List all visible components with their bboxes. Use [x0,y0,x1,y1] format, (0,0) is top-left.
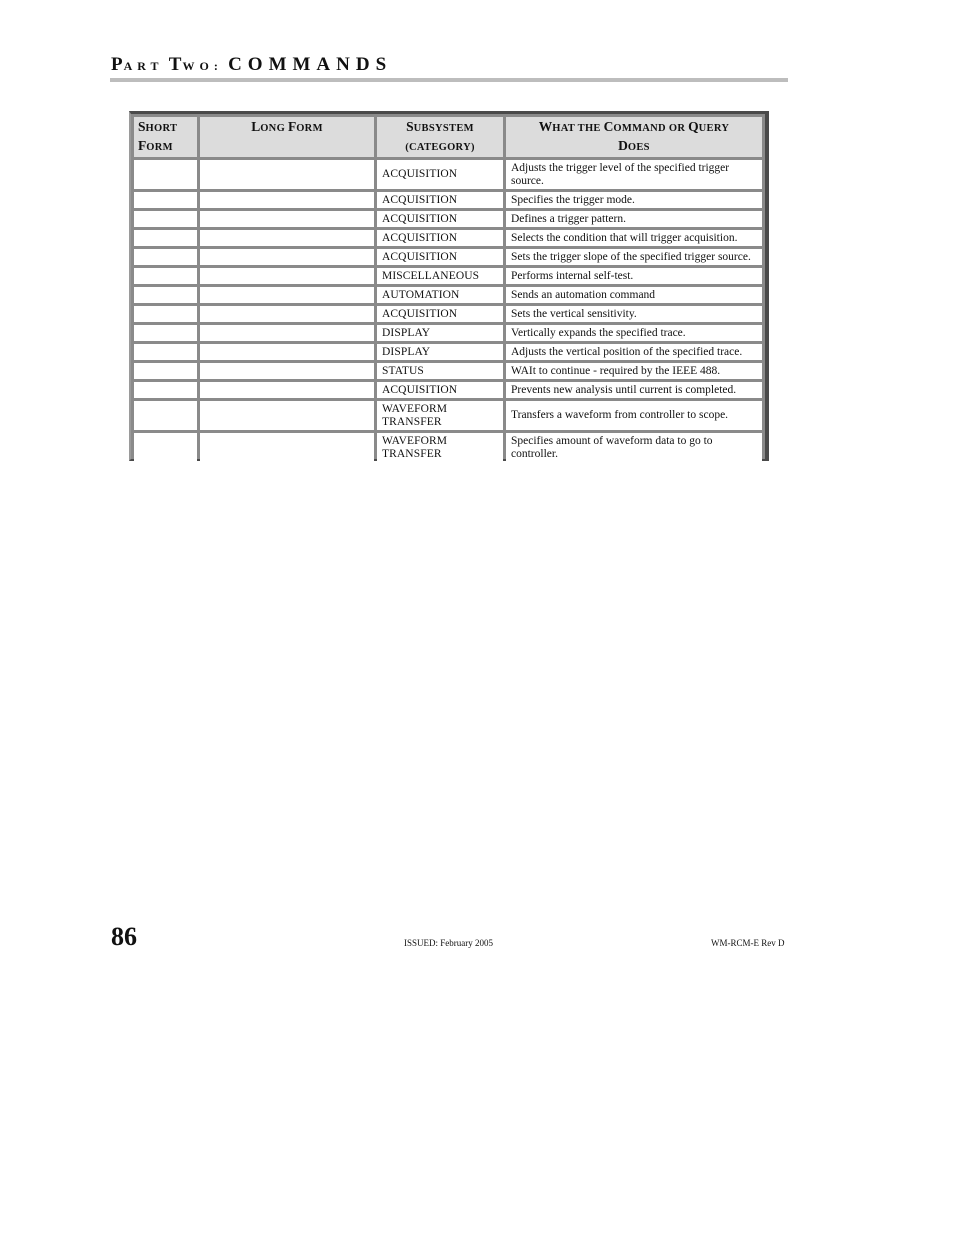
short-form-cell [134,363,197,379]
subsystem-cell: WAVEFORM TRANSFER [377,401,503,430]
long-form-cell [200,160,374,189]
long-form-cell [200,363,374,379]
long-form-cell [200,230,374,246]
subsystem-cell: MISCELLANEOUS [377,268,503,284]
long-form-cell [200,325,374,341]
table-row [134,230,762,246]
short-form-cell [134,192,197,208]
subsystem-cell: ACQUISITION [377,382,503,398]
header-long-form: LONG FORM [200,117,374,157]
header-letters: WO [182,59,214,73]
description-cell: Defines a trigger pattern. [506,211,762,227]
subsystem-cell: ACQUISITION [377,211,503,227]
long-form-cell [200,382,374,398]
subsystem-cell: ACQUISITION [377,306,503,322]
table-body [134,160,762,462]
header-rule [110,78,788,82]
short-form-cell [134,249,197,265]
description-cell: WAIt to continue - required by the IEEE 488. [506,363,762,379]
long-form-cell [200,344,374,360]
page-header-title [111,54,392,76]
table-row [134,287,762,303]
subsystem-cell: ACQUISITION [377,230,503,246]
description-cell: Prevents new analysis until current is completed. [506,382,762,398]
short-form-cell [134,160,197,189]
long-form-cell [200,249,374,265]
subsystem-cell: DISPLAY [377,344,503,360]
subsystem-cell: AUTOMATION [377,287,503,303]
table-row [134,249,762,265]
header-letter: T [168,54,183,75]
description-cell: Transfers a waveform from controller to scope. [506,401,762,430]
table-row [134,160,762,189]
description-cell: Sends an automation command [506,287,762,303]
short-form-cell [134,433,197,462]
description-cell: Adjusts the vertical position of the specified trace. [506,344,762,360]
description-cell: Sets the trigger slope of the specified trigger source. [506,249,762,265]
description-cell: Performs internal self-test. [506,268,762,284]
table-row [134,363,762,379]
document-revision: WM-RCM-E Rev D [711,938,785,948]
short-form-cell [134,382,197,398]
short-form-cell [134,211,197,227]
header-subsystem: SUBSYSTEM (CATEGORY) [377,117,503,157]
short-form-cell [134,344,197,360]
header-commands: COMMANDS [228,54,393,75]
long-form-cell [200,211,374,227]
description-cell: Vertically expands the specified trace. [506,325,762,341]
page-number: 86 [111,922,137,951]
short-form-cell [134,230,197,246]
short-form-cell [134,325,197,341]
header-description: WHAT THE COMMAND OR QUERY DOES [506,117,762,157]
table-row [134,401,762,430]
table-row [134,344,762,360]
short-form-cell [134,268,197,284]
command-table [131,114,765,465]
long-form-cell [200,192,374,208]
description-cell: Specifies amount of waveform data to go to controller. [506,433,762,462]
header-colon: : [213,59,223,73]
table-row [134,306,762,322]
table-header-row [134,117,762,157]
long-form-cell [200,287,374,303]
subsystem-cell: WAVEFORM TRANSFER [377,433,503,462]
description-cell: Adjusts the trigger level of the specified trigger source. [506,160,762,189]
short-form-cell [134,401,197,430]
subsystem-cell: STATUS [377,363,503,379]
short-form-cell [134,287,197,303]
description-cell: Selects the condition that will trigger acquisition. [506,230,762,246]
issued-date: ISSUED: February 2005 [404,938,493,948]
header-letter: P [111,54,124,75]
long-form-cell [200,401,374,430]
subsystem-cell: ACQUISITION [377,249,503,265]
long-form-cell [200,306,374,322]
short-form-cell [134,306,197,322]
long-form-cell [200,268,374,284]
long-form-cell [200,433,374,462]
table-row [134,211,762,227]
table-row [134,268,762,284]
table-row [134,325,762,341]
description-cell: Specifies the trigger mode. [506,192,762,208]
command-table-frame [129,111,769,461]
description-cell: Sets the vertical sensitivity. [506,306,762,322]
header-letters: ART [123,59,164,73]
subsystem-cell: DISPLAY [377,325,503,341]
table-row [134,382,762,398]
subsystem-cell: ACQUISITION [377,192,503,208]
table-row [134,433,762,462]
subsystem-cell: ACQUISITION [377,160,503,189]
table-row [134,192,762,208]
header-short-form: SHORT FORM [134,117,197,157]
